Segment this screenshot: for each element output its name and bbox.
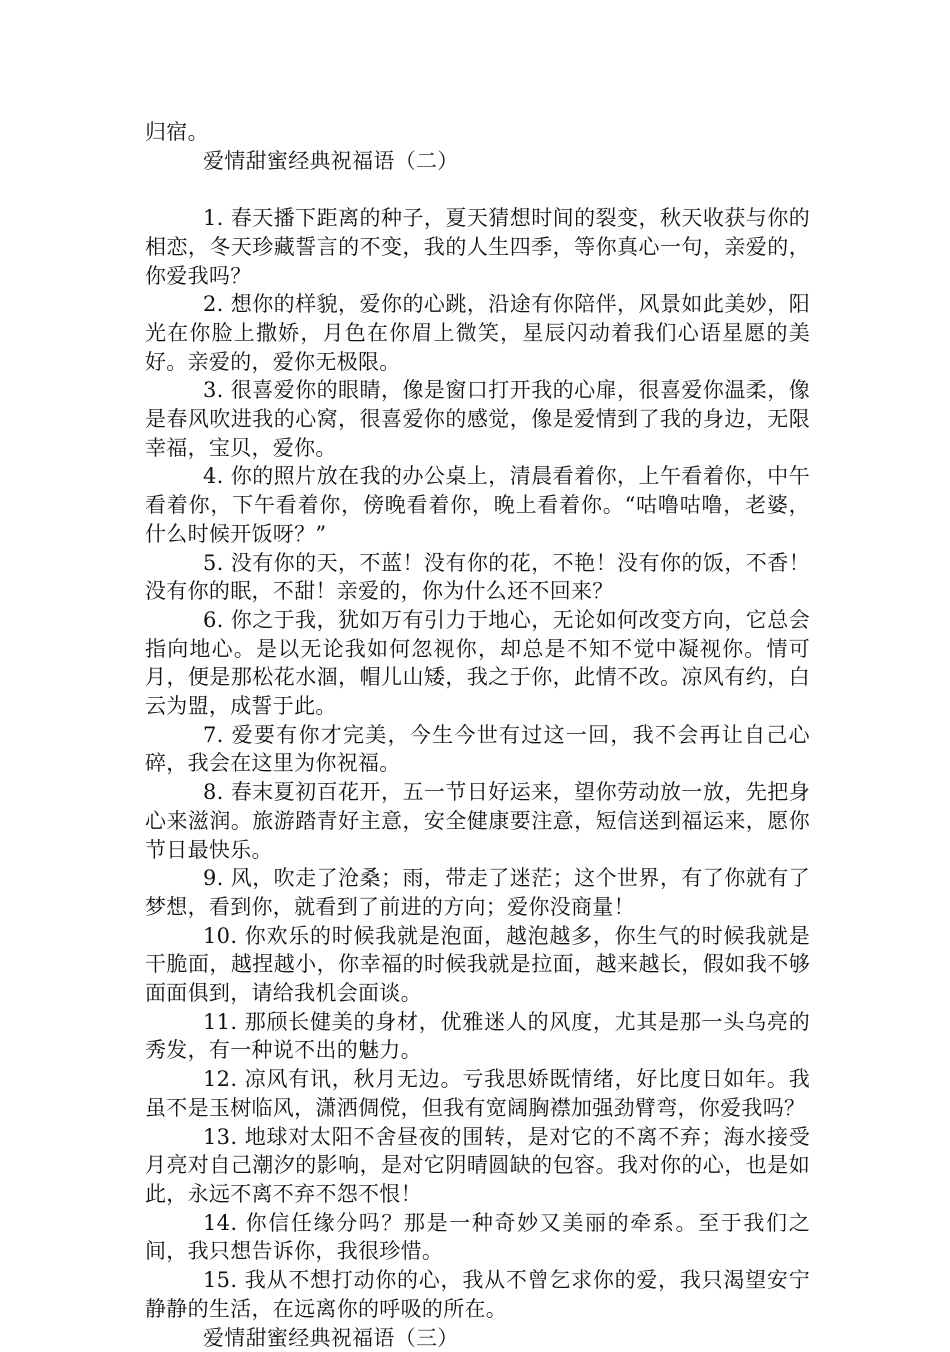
section-three-heading: 爱情甜蜜经典祝福语（三）	[203, 1325, 459, 1350]
blessing-item-12: 12. 凉风有讯，秋月无边。亏我思娇既情绪，好比度日如年。我虽不是玉树临风，潇洒倜傥，但我有宽阔胸襟加强劲臂弯，你爱我吗？	[145, 1067, 810, 1120]
blessing-item-11: 11. 那颀长健美的身材，优雅迷人的风度，尤其是那一头乌亮的秀发，有一种说不出的魅力。	[145, 1009, 810, 1063]
blessing-item-2: 2. 想你的样貌，爱你的心跳，沿途有你陪伴，风景如此美妙，阳光在你脸上撒娇，月色在你眉上微笑，星辰闪动着我们心语星愿的美好。亲爱的，爱你无极限。	[145, 292, 810, 374]
blank-line	[145, 175, 810, 204]
blessing-item-1: 1. 春天播下距离的种子，夏天猜想时间的裂变，秋天收获与你的相恋，冬天珍藏誓言的不变，我的人生四季，等你真心一句，亲爱的，你爱我吗？	[145, 206, 810, 288]
blessing-item-3: 3. 很喜爱你的眼睛，像是窗口打开我的心扉，很喜爱你温柔，像是春风吹进我的心窝，很喜爱你的感觉，像是爱情到了我的身边，无限幸福，宝贝，爱你。	[145, 378, 810, 460]
document-body	[145, 118, 810, 1352]
blessing-item-14: 14. 你信任缘分吗？那是一种奇妙又美丽的牵系。至于我们之间，我只想告诉你，我很珍惜。	[145, 1210, 810, 1264]
blessing-item-10: 10. 你欢乐的时候我就是泡面，越泡越多，你生气的时候我就是干脆面，越捏越小，你幸福的时候我就是拉面，越来越长，假如我不够面面俱到，请给我机会面谈。	[145, 923, 810, 1006]
blessing-item-5: 5. 没有你的天，不蓝！没有你的花，不艳！没有你的饭，不香！没有你的眠，不甜！亲爱的，你为什么还不回来？	[145, 550, 810, 604]
section-two-heading: 爱情甜蜜经典祝福语（二）	[203, 148, 459, 173]
blessing-item-9: 9. 风，吹走了沧桑；雨，带走了迷茫；这个世界，有了你就有了梦想，看到你，就看到了前进的方向；爱你没商量！	[145, 866, 810, 919]
opening-fragment: 归宿。	[145, 120, 209, 144]
blessing-item-7: 7. 爱要有你才完美，今生今世有过这一回，我不会再让自己心碎，我会在这里为你祝福。	[145, 722, 810, 776]
blessing-item-6: 6. 你之于我，犹如万有引力于地心，无论如何改变方向，它总会指向地心。是以无论我如何忽视你，却总是不知不觉中凝视你。情可月，便是那松花水涸，帽儿山矮，我之于你，此情不改。凉风有约，白云为盟，成誓于此。	[145, 607, 810, 719]
blessing-item-13: 13. 地球对太阳不舍昼夜的围转，是对它的不离不弃；海水接受月亮对自己潮汐的影响，是对它阴晴圆缺的包容。我对你的心，也是如此，永远不离不弃不怨不恨！	[145, 1124, 810, 1206]
blessing-item-4: 4. 你的照片放在我的办公桌上，清晨看着你，上午看着你，中午看着你，下午看着你，傍晚看着你，晚上看着你。“咕噜咕噜，老婆，什么时候开饭呀？”	[145, 464, 810, 546]
blessing-item-8: 8. 春末夏初百花开，五一节日好运来，望你劳动放一放，先把身心来滋润。旅游踏青好主意，安全健康要注意，短信送到福运来，愿你节日最快乐。	[145, 780, 810, 862]
blessing-item-15: 15. 我从不想打动你的心，我从不曾乞求你的爱，我只渴望安宁静静的生活，在远离你的呼吸的所在。	[145, 1268, 810, 1321]
